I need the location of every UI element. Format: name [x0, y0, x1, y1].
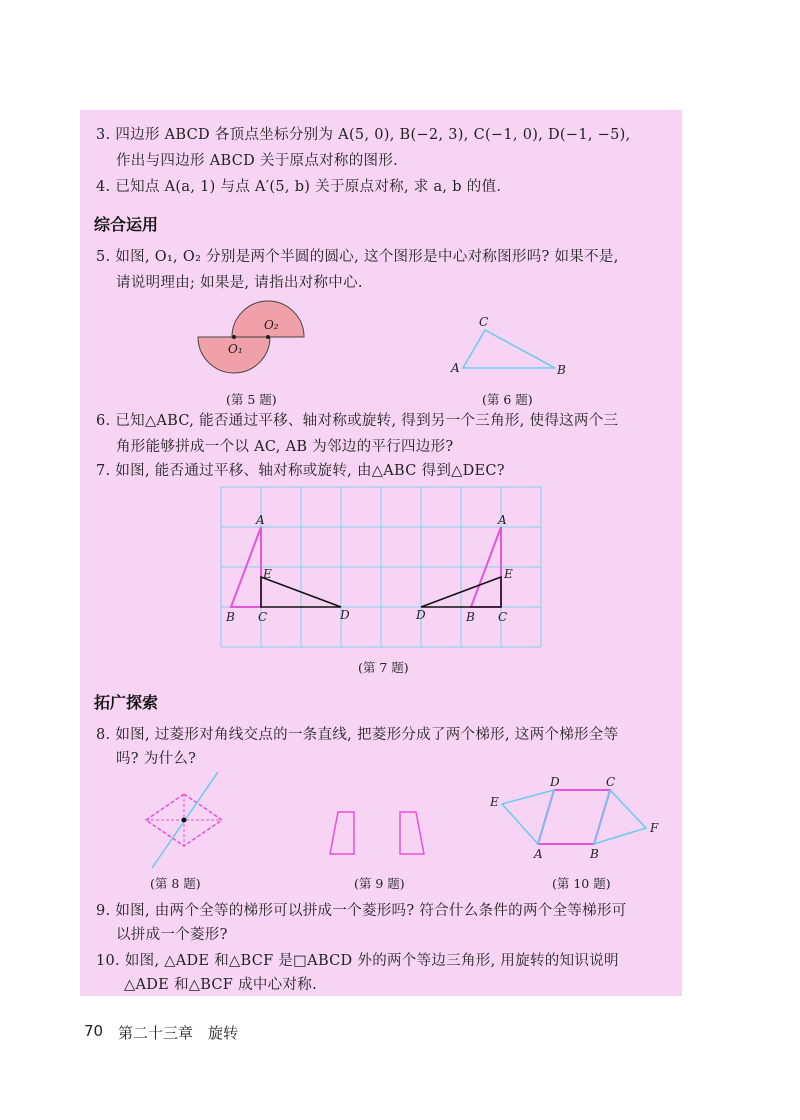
- problem-9-line-1: 9. 如图, 由两个全等的梯形可以拼成一个菱形吗? 符合什么条件的两个全等梯形可: [96, 903, 627, 919]
- problem-5-line-2: 请说明理由; 如果是, 请指出对称中心.: [116, 275, 363, 291]
- label-o1: O₁: [228, 342, 243, 356]
- label-b: B: [557, 363, 566, 377]
- label-c: C: [479, 315, 489, 329]
- chapter-topic: 旋转: [208, 1024, 239, 1042]
- section-heading-comprehensive: 综合运用: [94, 215, 159, 234]
- problem-6-line-2: 角形能够拼成一个以 AC, AB 为邻边的平行四边形?: [116, 439, 454, 455]
- fig7-right-label-e: E: [504, 567, 513, 581]
- problem-3-line-2: 作出与四边形 ABCD 关于原点对称的图形.: [116, 153, 399, 169]
- figure-5-caption: (第 5 题): [226, 392, 277, 407]
- fig7-left-label-d: D: [340, 608, 350, 622]
- problem-4-line-1: 4. 已知点 A(a, 1) 与点 A′(5, b) 关于原点对称, 求 a, b 的值.: [96, 179, 502, 195]
- fig10-label-f: F: [650, 821, 659, 835]
- problem-8-line-1: 8. 如图, 过菱形对角线交点的一条直线, 把菱形分成了两个梯形, 这两个梯形全等: [96, 727, 619, 743]
- problem-8-line-2: 吗? 为什么?: [116, 751, 197, 767]
- problem-7-line-1: 7. 如图, 能否通过平移、轴对称或旋转, 由△ABC 得到△DEC?: [96, 463, 505, 479]
- fig7-left-label-a: A: [256, 513, 265, 527]
- fig7-right-label-c: C: [498, 610, 508, 624]
- label-o2: O₂: [264, 318, 279, 332]
- diagonal-intersection: [182, 818, 187, 823]
- fig7-left-label-b: B: [226, 610, 235, 624]
- fig10-label-d: D: [550, 775, 560, 789]
- figure-10-parallelogram: [484, 772, 674, 872]
- problem-5-line-1: 5. 如图, O₁, O₂ 分别是两个半圆的圆心, 这个图形是中心对称图形吗? 如果不是,: [96, 249, 619, 265]
- problem-10-line-1: 10. 如图, △ADE 和△BCF 是□ABCD 外的两个等边三角形, 用旋转的知识说明: [96, 953, 619, 969]
- trapezoid-left: [330, 812, 354, 854]
- figure-6-triangle: [445, 312, 575, 382]
- figure-9-trapezoids: [320, 800, 430, 870]
- fig10-label-c: C: [606, 775, 616, 789]
- fig7-left-label-e: E: [263, 567, 272, 581]
- figure-6-caption: (第 6 题): [482, 392, 533, 407]
- fig10-label-e: E: [490, 795, 499, 809]
- figure-5-semicircles: [190, 295, 330, 385]
- triangle-ade: [502, 790, 554, 844]
- problem-6-line-1: 6. 已知△ABC, 能否通过平移、轴对称或旋转, 得到另一个三角形, 使得这两个三: [96, 413, 619, 429]
- fig10-label-b: B: [590, 847, 599, 861]
- figure-8-caption: (第 8 题): [150, 876, 201, 891]
- center-o2: [266, 335, 270, 339]
- label-a: A: [451, 361, 460, 375]
- figure-7-caption: (第 7 题): [358, 660, 409, 675]
- figure-7-grid: [220, 486, 542, 650]
- trapezoid-right: [400, 812, 424, 854]
- figure-10-caption: (第 10 题): [552, 876, 611, 891]
- fig7-right-label-a: A: [498, 513, 507, 527]
- fig7-left-label-c: C: [258, 610, 268, 624]
- parallelogram-abcd: [538, 790, 610, 844]
- triangle-bcf: [594, 790, 646, 844]
- page-number: 70: [84, 1022, 104, 1040]
- fig7-right-label-b: B: [466, 610, 475, 624]
- fig7-right-label-d: D: [416, 608, 426, 622]
- chapter-title: 第二十三章: [118, 1024, 194, 1042]
- section-heading-extension: 拓广探索: [94, 693, 159, 712]
- figure-8-rhombus: [140, 768, 250, 878]
- problem-10-line-2: △ADE 和△BCF 成中心对称.: [124, 977, 317, 993]
- fig10-label-a: A: [534, 847, 543, 861]
- problem-3-line-1: 3. 四边形 ABCD 各顶点坐标分别为 A(5, 0), B(−2, 3), C(−1, 0), D(−1, −5),: [96, 127, 631, 143]
- problem-9-line-2: 以拼成一个菱形?: [116, 927, 228, 943]
- triangle-abc: [463, 330, 555, 368]
- figure-9-caption: (第 9 题): [354, 876, 405, 891]
- center-o1: [232, 335, 236, 339]
